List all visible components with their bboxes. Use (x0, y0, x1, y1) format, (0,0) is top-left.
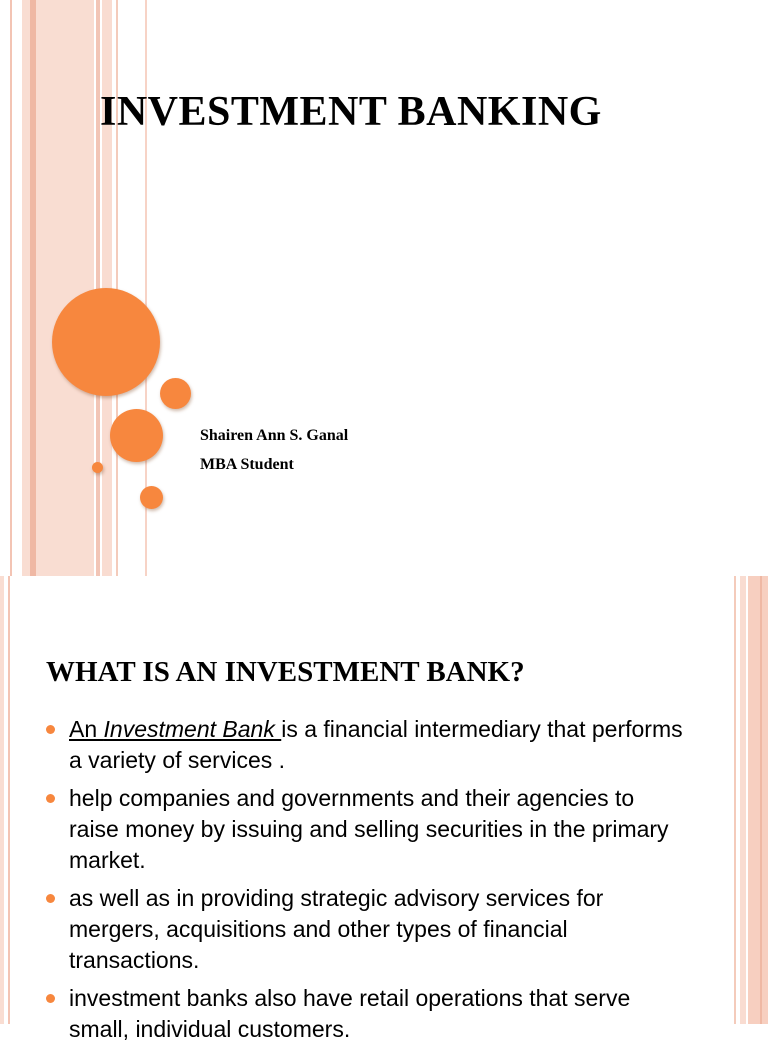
slide-heading: WHAT IS AN INVESTMENT BANK? (46, 656, 525, 688)
bullet-dot-icon (46, 894, 55, 903)
slide-title-text: INVESTMENT BANKING (100, 89, 602, 135)
decorative-stripe (740, 576, 746, 1024)
decorative-stripe (30, 0, 36, 576)
decorative-stripe (0, 576, 4, 1024)
decorative-stripe (8, 576, 10, 1024)
decorative-stripe (10, 0, 12, 576)
bullet-text-prefix: An (69, 716, 104, 742)
author-role: MBA Student (200, 456, 294, 473)
decorative-circle-large (52, 288, 160, 396)
decorative-stripe (734, 576, 736, 1024)
decorative-stripe (748, 576, 768, 1024)
author-name: Shairen Ann S. Ganal (200, 427, 349, 444)
decorative-circle-small (160, 378, 191, 409)
term-investment-bank: Investment Bank (103, 716, 282, 742)
decorative-circle-medium (110, 409, 163, 462)
bullet-list (46, 714, 686, 1052)
bullet-item (46, 983, 686, 1045)
bullet-item (46, 883, 686, 976)
bullet-text: investment banks also have retail operations that serve small, individual customers. (69, 985, 631, 1042)
decorative-circle-tiny (92, 462, 103, 473)
slide-definition (0, 576, 768, 1042)
bullet-dot-icon (46, 994, 55, 1003)
decorative-stripe (760, 576, 762, 1024)
decorative-circle-small (140, 486, 163, 509)
bullet-dot-icon (46, 794, 55, 803)
bullet-dot-icon (46, 725, 55, 734)
bullet-text: help companies and governments and their agencies to raise money by issuing and selling securities in the primary market. (69, 785, 669, 873)
bullet-item (46, 714, 686, 776)
bullet-text: as well as in providing strategic advisory services for mergers, acquisitions and other types of financial transactions. (69, 885, 604, 973)
bullet-item (46, 783, 686, 876)
bullet-text: is a financial intermediary that performs a variety of services . (69, 716, 683, 773)
